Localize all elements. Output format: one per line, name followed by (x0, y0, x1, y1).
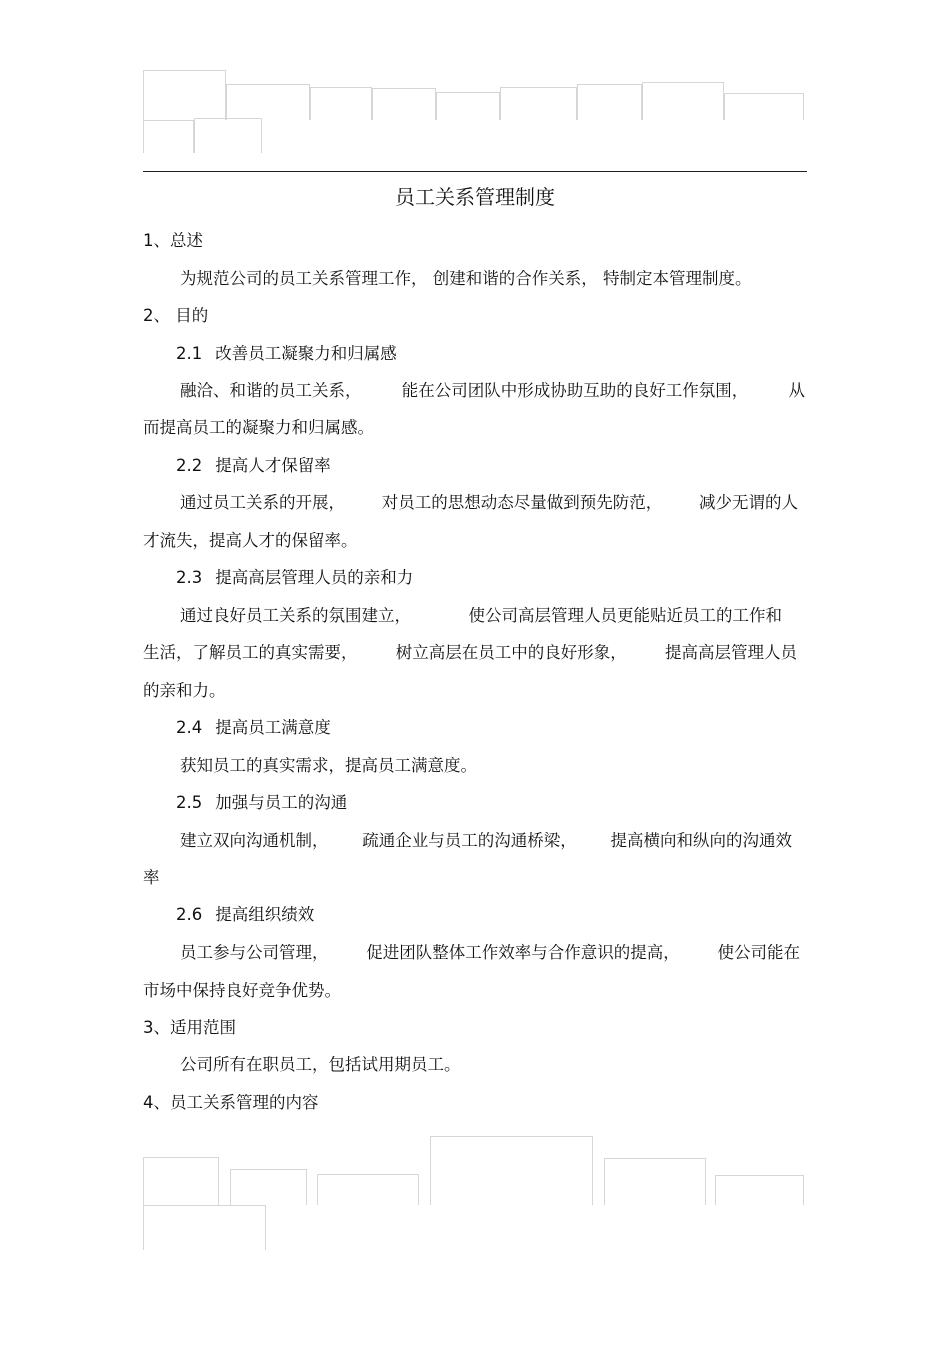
paragraph-line (180, 604, 782, 628)
deco-box (436, 92, 500, 120)
subsection-title: 提高员工满意度 (215, 718, 331, 737)
deco-box (143, 1205, 266, 1250)
deco-box (230, 1169, 307, 1205)
deco-box (430, 1136, 593, 1205)
deco-box (310, 87, 372, 120)
paragraph: 公司所有在职员工，包括试用期员工。 (180, 1055, 461, 1074)
text-segment: 促进团队整体工作效率与合作意识的提高， (366, 943, 680, 962)
paragraph-line: 才流失，提高人才的保留率。 (143, 531, 358, 550)
paragraph-line: 率 (143, 868, 160, 887)
text-segment: 通过员工关系的开展， (180, 493, 345, 512)
subsection-title: 提高高层管理人员的亲和力 (215, 568, 414, 587)
subsection-number: 2.2 (176, 456, 203, 475)
subsection-number: 2.5 (176, 793, 203, 812)
subsection-heading (176, 791, 347, 815)
deco-box (500, 87, 577, 120)
text-segment: 生活，了解员工的真实需要， (143, 643, 358, 662)
text-segment: 能在公司团队中形成协助互助的良好工作氛围， (401, 381, 749, 400)
text-segment: 员工参与公司管理， (180, 943, 329, 962)
subsection-heading (176, 566, 413, 590)
deco-box (642, 82, 724, 120)
subsection-heading (176, 342, 397, 366)
subsection-number: 2.3 (176, 568, 203, 587)
text-segment: 疏通企业与员工的沟通桥梁， (362, 831, 577, 850)
subsection-number: 2.4 (176, 718, 203, 737)
subsection-title: 改善员工凝聚力和归属感 (215, 344, 397, 363)
deco-box (226, 84, 310, 120)
paragraph-line: 市场中保持良好竞争优势。 (143, 981, 341, 1000)
subsection-title: 提高组织绩效 (215, 905, 315, 924)
deco-box (724, 93, 804, 120)
paragraph-line (180, 941, 800, 965)
deco-box (194, 118, 262, 153)
paragraph-line (180, 829, 792, 853)
deco-box (577, 84, 642, 120)
text-segment: 树立高层在员工中的良好形象， (395, 643, 627, 662)
paragraph-line (143, 641, 797, 665)
deco-box (604, 1158, 706, 1205)
section-heading: 1、总述 (143, 231, 203, 250)
subsection-number: 2.1 (176, 344, 203, 363)
paragraph-line: 获知员工的真实需求，提高员工满意度。 (180, 756, 477, 775)
section-heading: 3、适用范围 (143, 1018, 236, 1037)
subsection-number: 2.6 (176, 905, 203, 924)
section-heading: 2、 目的 (143, 306, 209, 325)
text-segment: 建立双向沟通机制， (180, 831, 329, 850)
subsection-title: 提高人才保留率 (215, 456, 331, 475)
subsection-heading (176, 454, 331, 478)
deco-box (143, 120, 194, 153)
subsection-heading (176, 903, 314, 927)
text-segment: 对员工的思想动态尽量做到预先防范， (381, 493, 663, 512)
text-segment: 使公司高层管理人员更能贴近员工的工作和 (468, 606, 782, 625)
deco-box (143, 1157, 219, 1205)
text-segment: 使公司能在 (717, 943, 800, 962)
paragraph: 为规范公司的员工关系管理工作， 创建和谐的合作关系， 特制定本管理制度。 (180, 269, 752, 288)
text-segment: 提高横向和纵向的沟通效 (610, 831, 792, 850)
deco-box (372, 88, 436, 120)
subsection-title: 加强与员工的沟通 (215, 793, 348, 812)
text-segment: 减少无谓的人 (699, 493, 798, 512)
subsection-heading (176, 716, 331, 740)
document-title: 员工关系管理制度 (395, 185, 555, 209)
text-segment: 从 (788, 381, 805, 400)
paragraph-line (180, 491, 798, 515)
deco-box (715, 1175, 804, 1205)
paragraph-line: 而提高员工的凝聚力和归属感。 (143, 418, 374, 437)
deco-box (317, 1174, 419, 1205)
section-heading: 4、员工关系管理的内容 (143, 1093, 319, 1112)
paragraph-line (180, 379, 805, 403)
header-rule (143, 171, 807, 172)
text-segment: 融洽、和谐的员工关系， (180, 381, 362, 400)
paragraph-line: 的亲和力。 (143, 681, 226, 700)
text-segment: 提高高层管理人员 (665, 643, 797, 662)
text-segment: 通过良好员工关系的氛围建立， (180, 606, 411, 625)
deco-box (143, 70, 226, 120)
